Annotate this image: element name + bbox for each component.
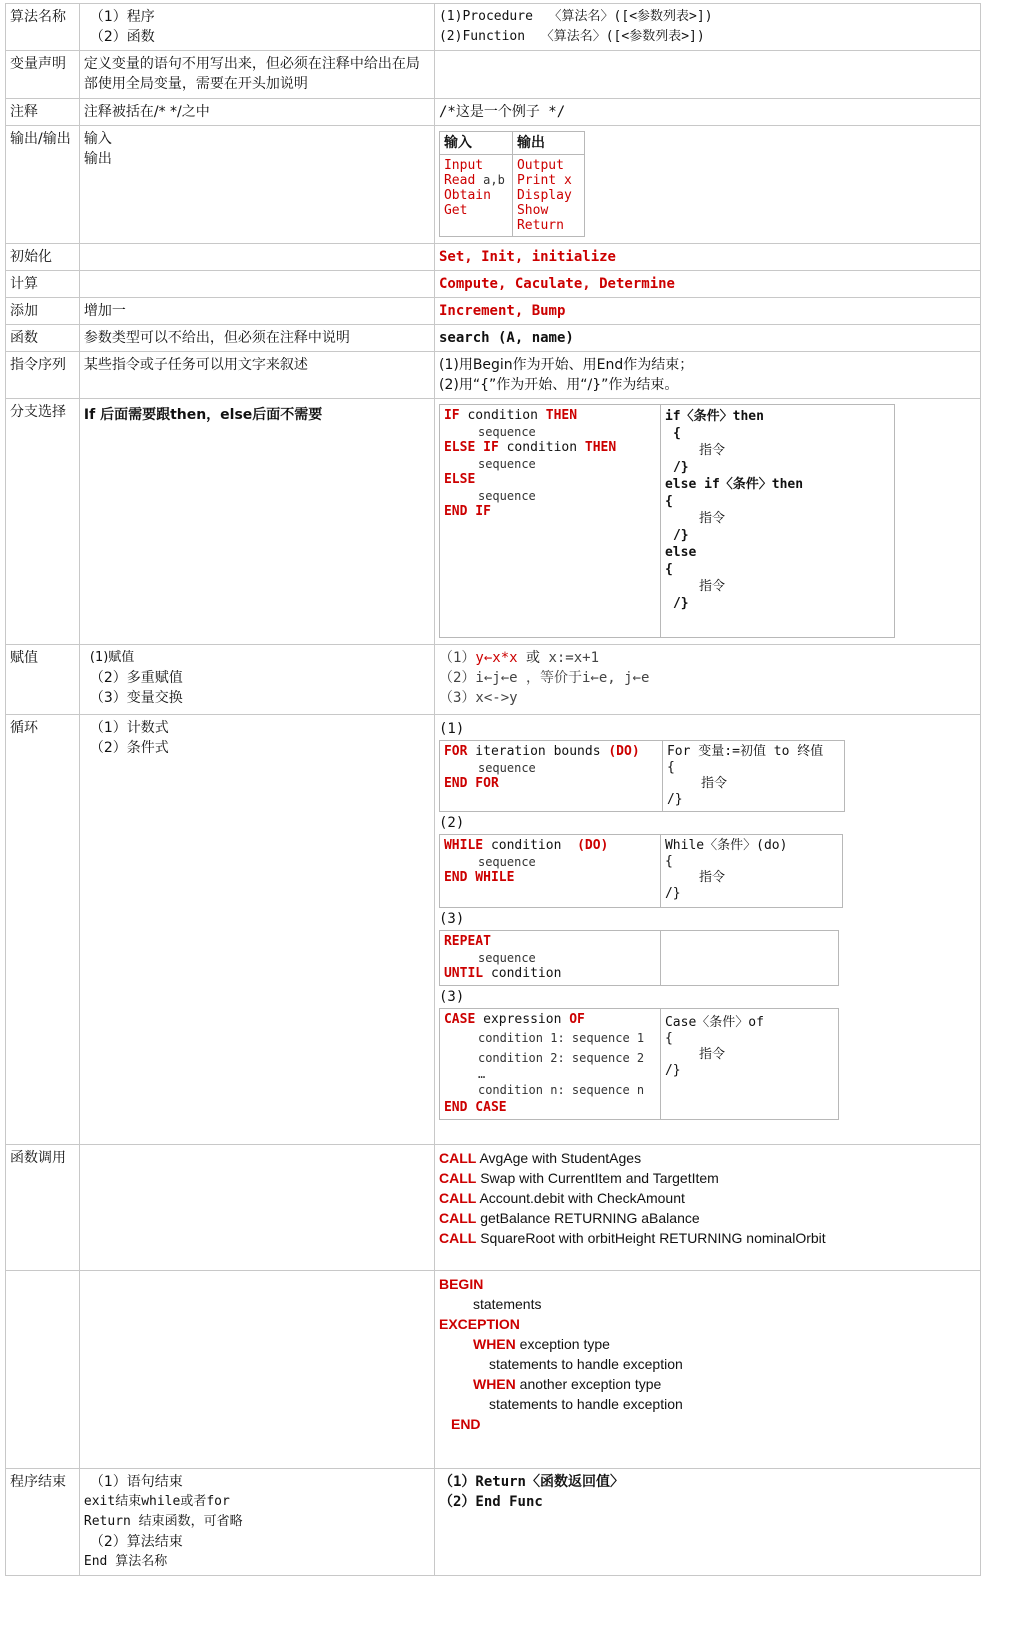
desc-line: （1）计数式 (89, 720, 169, 736)
branch-table (439, 404, 895, 638)
repeat-loop-table (439, 930, 839, 986)
input-header: 输入 (439, 132, 512, 155)
row-exception (6, 1271, 981, 1469)
case-table (439, 1008, 839, 1120)
desc-cell: 参数类型可以不给出，但必须在注释中说明 (79, 325, 434, 352)
example-line: (1)Procedure 〈算法名〉([<参数列表>]) (438, 9, 713, 24)
row-compute (6, 271, 981, 298)
desc-cell (79, 244, 434, 271)
input-keyword: Read (443, 173, 476, 188)
example-cell (434, 1145, 980, 1271)
code-text: sequence (477, 489, 536, 503)
pseudocode-reference-table (5, 3, 981, 1576)
row-program-end (6, 1469, 981, 1576)
desc-cell: 某些指令或子任务可以用文字来叙述 (79, 352, 434, 399)
code-text: /} (664, 886, 681, 901)
branch-pseudocode (439, 405, 660, 638)
example-cell (434, 352, 980, 399)
desc-line: 输入 (83, 131, 112, 147)
label-cell: 指令序列 (6, 352, 80, 399)
loop-number: (1) (438, 721, 465, 737)
keyword: CALL (438, 1210, 477, 1226)
keyword: REPEAT (443, 934, 491, 949)
example-cell: /*这是一个例子 */ (434, 99, 980, 126)
desc-line: Return 结束函数，可省略 (83, 1514, 243, 1529)
row-branch (6, 399, 981, 645)
example-line: （1）Return〈函数返回值〉 (438, 1474, 624, 1490)
example-cell (434, 1469, 980, 1576)
read-args: a,b (483, 173, 505, 187)
row-input-output (6, 126, 981, 244)
code-text: { (664, 494, 673, 509)
desc-cell: 注释被括在/* */之中 (79, 99, 434, 126)
keyword: (DO) (577, 838, 609, 853)
code-text: statements (472, 1296, 542, 1312)
example-cell (434, 645, 980, 715)
code-text: { (664, 854, 673, 869)
keyword: CASE (443, 1012, 476, 1027)
keyword: (DO) (608, 744, 640, 759)
desc-cell (79, 126, 434, 244)
keyword: CALL (438, 1190, 477, 1206)
label-cell: 赋值 (6, 645, 80, 715)
loop-number: (3) (438, 989, 465, 1005)
example-cell: Set, Init, initialize (434, 244, 980, 271)
code-text: { (672, 426, 681, 441)
keyword: FOR (443, 744, 468, 759)
example-cell (434, 126, 980, 244)
keyword: IF (443, 408, 460, 423)
code-text: else (664, 545, 697, 560)
code-text: … (477, 1067, 486, 1081)
example-cell: search (A, name) (434, 325, 980, 352)
code-text: 或 (526, 650, 541, 666)
code-text: condition (467, 408, 538, 423)
row-loop (6, 715, 981, 1145)
output-keyword: Show (516, 203, 549, 218)
keyword: WHEN (472, 1376, 516, 1392)
label-cell: 输出/输出 (6, 126, 80, 244)
label-cell: 程序结束 (6, 1469, 80, 1576)
desc-cell (79, 1145, 434, 1271)
row-comment (6, 99, 981, 126)
code-text: /} (672, 528, 689, 543)
code-text: iteration bounds (475, 744, 601, 759)
keyword: END IF (443, 504, 491, 519)
code-text: 指令 (698, 443, 725, 458)
keyword: OF (569, 1012, 585, 1027)
keyword: CALL (438, 1230, 477, 1246)
io-table (439, 131, 585, 237)
keyword: ELSE IF (443, 440, 499, 455)
case-pseudocode (439, 1009, 660, 1120)
code-text: condition (490, 838, 562, 853)
repeat-pseudocode (439, 931, 660, 986)
code-text: 指令 (698, 1047, 725, 1062)
desc-cell (79, 1271, 434, 1469)
code-text: { (664, 562, 673, 577)
desc-line: （2）函数 (89, 29, 155, 45)
desc-line: （2）多重赋值 (89, 670, 183, 686)
output-header: 输出 (512, 132, 584, 155)
for-loop-table (439, 740, 845, 812)
keyword: WHEN (472, 1336, 516, 1352)
desc-line: （3）变量交换 (89, 690, 183, 706)
code-text: { (664, 1031, 673, 1046)
code-text: 指令 (700, 776, 727, 791)
desc-cell: 增加一 (79, 298, 434, 325)
keyword: END WHILE (443, 870, 515, 885)
row-function-call (6, 1145, 981, 1271)
row-add (6, 298, 981, 325)
code-text: x:=x+1 (548, 650, 600, 666)
code-text: SquareRoot with orbitHeight RETURNING nominalOrbit (480, 1230, 826, 1246)
example-line: (2)用“{”作为开始、用“/}”作为结束。 (438, 377, 679, 393)
desc-line: （1）语句结束 (89, 1474, 183, 1490)
keyword: ELSE (443, 472, 476, 487)
label-cell: 计算 (6, 271, 80, 298)
code-text: else if〈条件〉then (664, 477, 804, 492)
desc-cell (79, 715, 434, 1145)
keyword: THEN (584, 440, 617, 455)
input-keyword: Get (443, 203, 468, 218)
code-text: y←x*x (475, 650, 518, 666)
while-pseudocode (439, 835, 660, 908)
label-cell: 初始化 (6, 244, 80, 271)
output-keyword: Display (516, 188, 572, 203)
label-cell: 算法名称 (6, 4, 80, 51)
code-text: （3）x<->y (438, 690, 518, 706)
code-text: /} (666, 792, 683, 807)
desc-line: （2）算法结束 (89, 1534, 183, 1550)
code-text: /} (672, 460, 689, 475)
desc-cell: If 后面需要跟then，else后面不需要 (79, 399, 434, 645)
desc-line: （2）条件式 (89, 740, 169, 756)
label-cell (6, 1271, 80, 1469)
loop-number: (3) (438, 911, 465, 927)
keyword: BEGIN (438, 1276, 484, 1292)
for-c-style (662, 741, 844, 812)
keyword: THEN (545, 408, 578, 423)
row-algorithm-name (6, 4, 981, 51)
code-text: { (666, 760, 675, 775)
while-loop-table (439, 834, 843, 908)
desc-line: (1)赋值 (89, 650, 135, 665)
repeat-c-style (660, 931, 838, 986)
example-cell (434, 715, 980, 1145)
output-keyword: Return (516, 218, 564, 233)
code-text: condition (506, 440, 578, 455)
code-text: While〈条件〉(do) (664, 838, 788, 853)
branch-c-style (660, 405, 894, 638)
desc-cell (79, 645, 434, 715)
example-line: (1)用Begin作为开始、用End作为结束； (438, 357, 694, 373)
keyword: UNTIL (443, 966, 484, 981)
code-text: another exception type (519, 1376, 662, 1392)
code-text: /} (664, 1063, 681, 1078)
desc-cell: 定义变量的语句不用写出来，但必须在注释中给出在局部使用全局变量，需要在开头加说明 (79, 51, 434, 99)
code-text: sequence (477, 457, 536, 471)
label-cell: 循环 (6, 715, 80, 1145)
code-text: condition 1: sequence 1 (477, 1031, 645, 1045)
label-cell: 分支选择 (6, 399, 80, 645)
keyword: END FOR (443, 776, 499, 791)
code-text: condition (490, 966, 562, 981)
code-text: Account.debit with CheckAmount (479, 1190, 685, 1206)
desc-line: End 算法名称 (83, 1554, 168, 1569)
desc-line: 输出 (83, 151, 112, 167)
example-cell (434, 1271, 980, 1469)
example-cell (434, 4, 980, 51)
desc-line: （1）程序 (89, 9, 155, 25)
case-c-style (660, 1009, 838, 1120)
code-text: 指令 (698, 579, 725, 594)
code-text: getBalance RETURNING aBalance (480, 1210, 700, 1226)
code-text: /} (672, 596, 689, 611)
row-initialize (6, 244, 981, 271)
label-cell: 注释 (6, 99, 80, 126)
input-keyword: Obtain (443, 188, 491, 203)
code-text: condition n: sequence n (477, 1083, 645, 1097)
example-cell (434, 51, 980, 99)
label-cell: 函数调用 (6, 1145, 80, 1271)
code-text: （1） (438, 650, 476, 666)
code-text: For 变量:=初值 to 终值 (666, 744, 824, 759)
desc-line: exit结束while或者for (83, 1494, 230, 1509)
code-text: expression (483, 1012, 562, 1027)
code-text: if〈条件〉then (664, 409, 764, 424)
code-text: sequence (477, 951, 536, 965)
example-cell: Increment, Bump (434, 298, 980, 325)
code-text: （2）i←j←e ，等价于i←e, j←e (438, 670, 650, 686)
example-line: (2)Function 〈算法名〉([<参数列表>]) (438, 29, 705, 44)
while-c-style (660, 835, 842, 908)
keyword: CALL (438, 1170, 477, 1186)
code-text: 指令 (698, 870, 725, 885)
row-function (6, 325, 981, 352)
keyword: EXCEPTION (438, 1316, 520, 1332)
code-text: sequence (477, 761, 536, 775)
desc-cell (79, 271, 434, 298)
input-keywords (439, 155, 512, 237)
keyword: END CASE (443, 1100, 507, 1115)
output-keywords (512, 155, 584, 237)
code-text: 指令 (698, 511, 725, 526)
label-cell: 函数 (6, 325, 80, 352)
row-variable-declaration (6, 51, 981, 99)
keyword: WHILE (443, 838, 484, 853)
code-text: exception type (519, 1336, 610, 1352)
output-keyword: Print x (516, 173, 572, 188)
desc-cell (79, 4, 434, 51)
code-text: sequence (477, 425, 536, 439)
example-cell (434, 399, 980, 645)
example-line: （2）End Func (438, 1494, 543, 1510)
input-keyword: Input (443, 158, 484, 173)
code-text: Swap with CurrentItem and TargetItem (480, 1170, 719, 1186)
code-text: statements to handle exception (488, 1396, 683, 1412)
code-text: statements to handle exception (488, 1356, 683, 1372)
row-assignment (6, 645, 981, 715)
keyword: END (450, 1416, 481, 1432)
row-instruction-sequence (6, 352, 981, 399)
example-cell: Compute, Caculate, Determine (434, 271, 980, 298)
keyword: CALL (438, 1150, 477, 1166)
code-text: condition 2: sequence 2 (477, 1051, 645, 1065)
label-cell: 变量声明 (6, 51, 80, 99)
desc-cell (79, 1469, 434, 1576)
code-text: AvgAge with StudentAges (479, 1150, 642, 1166)
loop-number: (2) (438, 815, 465, 831)
for-pseudocode (439, 741, 662, 812)
label-cell: 添加 (6, 298, 80, 325)
code-text: sequence (477, 855, 536, 869)
code-text: Case〈条件〉of (664, 1015, 764, 1030)
output-keyword: Output (516, 158, 564, 173)
